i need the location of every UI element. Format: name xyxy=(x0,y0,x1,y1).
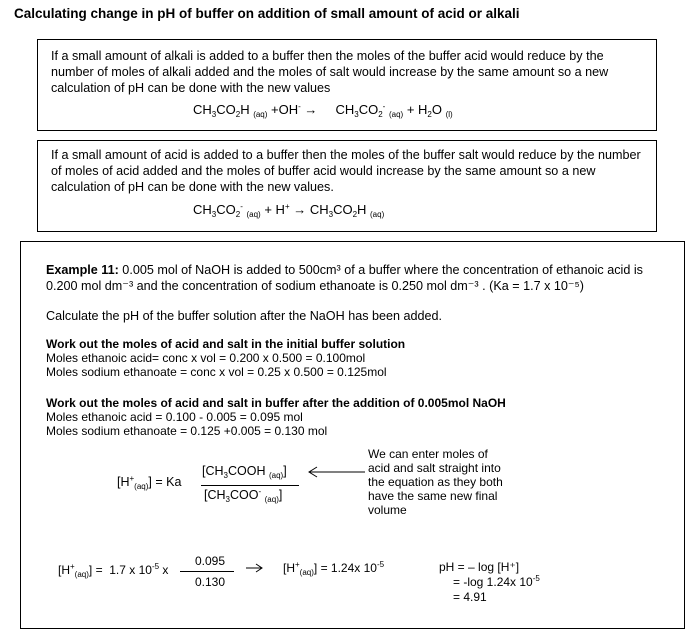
alkali-addition-box xyxy=(37,39,657,131)
example-statement xyxy=(46,262,671,294)
ph-line2-exponent: -5 xyxy=(532,574,540,583)
calc-fraction-line xyxy=(180,571,234,572)
example-text: 0.005 mol of NaOH is added to 500cm³ of a buffer where the concentration of ethanoic acid is 0.200 mol dm⁻³ and the concentration of sodium ethanoate is 0.250 mol dm⁻³ . (Ka = 1.7 x 10⁻⁵) xyxy=(46,263,643,293)
ka-denominator: [$CH_3COO^-$ $_{(aq)}$] xyxy=(204,487,283,504)
calc-denominator: 0.130 xyxy=(195,575,226,589)
page-title: Calculating change in pH of buffer on addition of small amount of acid or alkali xyxy=(14,6,520,21)
ka-fraction-line xyxy=(201,485,299,486)
alkali-equation: $CH_3CO_2H$ $_{(aq)}$ +OH- → $CH_3CO_2^-$ $_{(aq)} + H_2O$ $_{(l)}$ xyxy=(193,102,453,119)
step1-heading: Work out the moles of acid and salt in the initial buffer solution xyxy=(46,337,406,351)
example-question: Calculate the pH of the buffer solution after the NaOH has been added. xyxy=(46,309,443,323)
calc-result-exponent: -5 xyxy=(376,560,385,569)
ph-line1: pH = – log [H⁺] xyxy=(439,560,520,574)
ka-numerator: [$CH_3COOH$ $_{(aq)}$] xyxy=(202,464,287,480)
arrow-right-icon xyxy=(244,562,264,574)
calc-exponent: -5 xyxy=(151,562,160,571)
volume-note: We can enter moles of acid and salt straight into the equation as they both have the same new final volume xyxy=(368,447,503,517)
alkali-explanation: If a small amount of alkali is added to a buffer then the moles of the buffer acid would reduce by the number of moles of alkali added and the moles of salt would increase by the same amount so a new calculation of pH can be done with the new values xyxy=(51,49,609,95)
step2-line2: Moles sodium ethanoate = 0.125 +0.005 = 0.130 mol xyxy=(46,424,328,438)
acid-addition-box xyxy=(37,140,657,232)
arrow-left-icon xyxy=(307,465,367,479)
step2-heading: Work out the moles of acid and salt in buffer after the addition of 0.005mol NaOH xyxy=(46,396,506,410)
calc-times: x xyxy=(162,563,169,577)
calc-result: $[H^+_{(aq)}] = 1.24x$ $10^{-5}$ xyxy=(283,560,385,577)
ph-line3: = 4.91 xyxy=(453,590,487,604)
calc-value: 1.7 x 10 xyxy=(109,563,152,577)
calc-result-value: = 1.24x 10 xyxy=(320,561,377,575)
ph-line2 xyxy=(453,575,540,589)
calc-h-term: $[H^+_{(aq)}] = 1.7$ x $10^{-5}$ x xyxy=(58,562,169,579)
acid-equation: $CH_3CO_2^-$ $_{(aq)} + H^+ \to CH_3CO_2H$ $_{(aq)}$ xyxy=(193,202,385,219)
step2-line1: Moles ethanoic acid = 0.100 - 0.005 = 0.095 mol xyxy=(46,410,303,424)
ka-label: = Ka xyxy=(155,475,182,489)
step1-line2: Moles sodium ethanoate = conc x vol = 0.25 x 0.500 = 0.125mol xyxy=(46,365,387,379)
calc-numerator: 0.095 xyxy=(195,554,226,568)
example-label: Example 11: xyxy=(46,263,119,277)
step1-line1: Moles ethanoic acid= conc x vol = 0.200 x 0.500 = 0.100mol xyxy=(46,351,366,365)
ph-line2-value: = -log 1.24x 10 xyxy=(453,575,533,589)
acid-explanation: If a small amount of acid is added to a buffer then the moles of the buffer salt would reduce by the number of moles of acid added and the moles of buffer acid would increase by the same amount so a new calculation of pH can be done with the new values. xyxy=(51,148,641,194)
h-concentration-term: $[H^+_{(aq)}] = Ka$ xyxy=(117,474,182,491)
example-box xyxy=(20,241,685,629)
